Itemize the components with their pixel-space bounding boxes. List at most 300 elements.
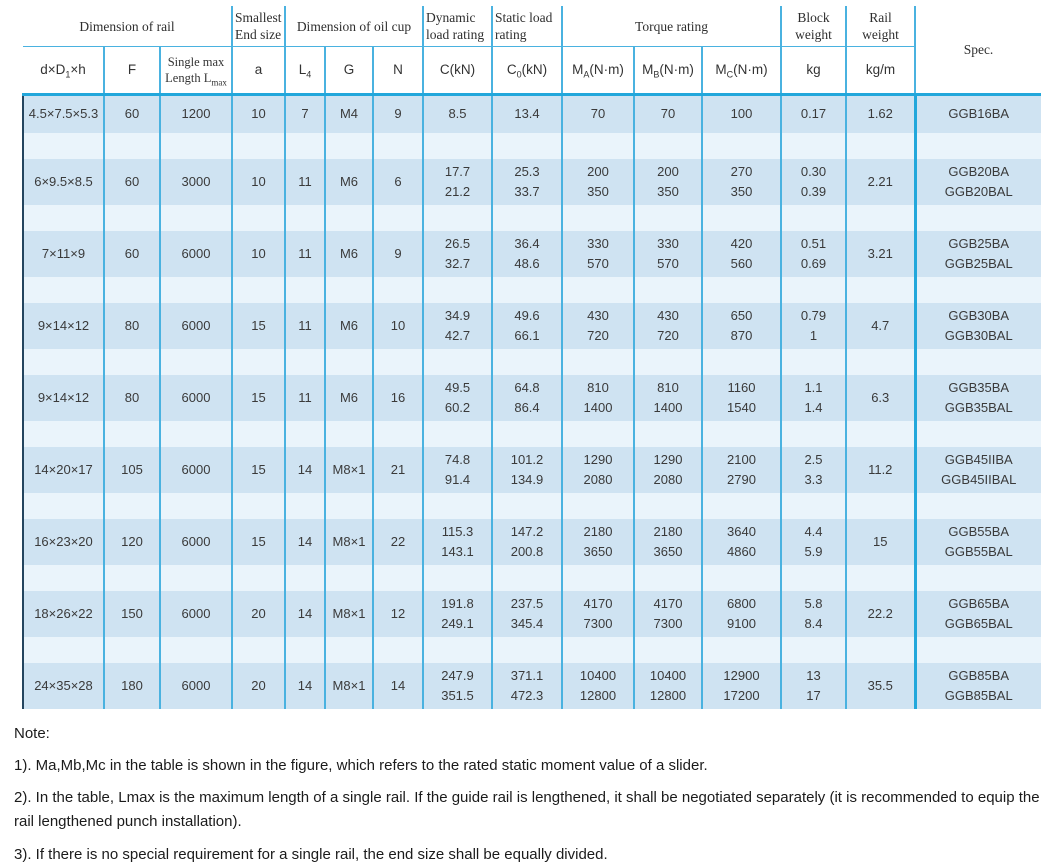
table-cell: 11: [285, 159, 325, 205]
table-cell: 2.5 3.3: [781, 447, 846, 493]
spacer-cell: [23, 637, 104, 663]
spacer-cell: [634, 277, 702, 303]
table-cell: 650 870: [702, 303, 781, 349]
spacer-cell: [562, 421, 634, 447]
spacer-cell: [634, 421, 702, 447]
table-cell: 35.5: [846, 663, 915, 709]
spacer-cell: [232, 421, 285, 447]
table-cell: 3640 4860: [702, 519, 781, 565]
spacer-cell: [232, 565, 285, 591]
table-cell: 6.3: [846, 375, 915, 421]
spacer-cell: [492, 277, 562, 303]
column-group-header: Rail weight: [846, 6, 915, 47]
spacer-cell: [325, 349, 373, 375]
table-cell: 810 1400: [634, 375, 702, 421]
spacer-cell: [781, 565, 846, 591]
table-row: [23, 591, 1041, 637]
table-cell: 1.1 1.4: [781, 375, 846, 421]
table-cell: 9: [373, 95, 423, 133]
table-cell: 1200: [160, 95, 232, 133]
spacer-cell: [702, 349, 781, 375]
spacer-cell: [702, 277, 781, 303]
spacer-cell: [915, 205, 1041, 231]
spacer-cell: [160, 349, 232, 375]
notes-section: [14, 722, 1050, 867]
spacer-cell: [492, 205, 562, 231]
spacer-cell: [781, 349, 846, 375]
spacer-cell: [373, 637, 423, 663]
spacer-cell: [562, 205, 634, 231]
spacer-cell: [232, 133, 285, 159]
spacer-cell: [423, 133, 492, 159]
table-cell: 21: [373, 447, 423, 493]
table-cell: 14: [285, 663, 325, 709]
spacer-cell: [634, 133, 702, 159]
spacer-cell: [702, 133, 781, 159]
table-cell: M4: [325, 95, 373, 133]
table-body: [23, 95, 1041, 709]
table-cell: M6: [325, 231, 373, 277]
spacer-cell: [325, 133, 373, 159]
spacer-row: [23, 205, 1041, 231]
table-cell: 2100 2790: [702, 447, 781, 493]
spacer-cell: [23, 277, 104, 303]
spacer-cell: [160, 205, 232, 231]
column-header: F: [104, 47, 160, 95]
table-cell: 24×35×28: [23, 663, 104, 709]
spacer-cell: [232, 205, 285, 231]
spacer-row: [23, 277, 1041, 303]
spacer-row: [23, 349, 1041, 375]
table-cell: 8.5: [423, 95, 492, 133]
table-cell: 9×14×12: [23, 375, 104, 421]
table-cell: 105: [104, 447, 160, 493]
column-group-header: Dimension of oil cup: [285, 6, 423, 47]
table-cell: 11: [285, 231, 325, 277]
column-group-header: Smallest End size: [232, 6, 285, 47]
table-cell: 11: [285, 375, 325, 421]
table-cell: 200 350: [634, 159, 702, 205]
table-cell: GGB65BA GGB65BAL: [915, 591, 1041, 637]
table-cell: 1290 2080: [562, 447, 634, 493]
spacer-cell: [423, 349, 492, 375]
table-cell: 0.79 1: [781, 303, 846, 349]
spacer-cell: [232, 493, 285, 519]
spacer-cell: [325, 493, 373, 519]
spacer-row: [23, 133, 1041, 159]
table-cell: 100: [702, 95, 781, 133]
spacer-cell: [492, 349, 562, 375]
table-cell: 7: [285, 95, 325, 133]
table-cell: 150: [104, 591, 160, 637]
spacer-cell: [562, 133, 634, 159]
table-cell: 420 560: [702, 231, 781, 277]
spacer-cell: [915, 277, 1041, 303]
spacer-cell: [781, 421, 846, 447]
table-cell: 10400 12800: [634, 663, 702, 709]
table-cell: 430 720: [562, 303, 634, 349]
spacer-cell: [846, 637, 915, 663]
spacer-cell: [285, 133, 325, 159]
table-cell: 6×9.5×8.5: [23, 159, 104, 205]
table-cell: 6: [373, 159, 423, 205]
spacer-cell: [373, 349, 423, 375]
table-cell: 34.9 42.7: [423, 303, 492, 349]
table-cell: 26.5 32.7: [423, 231, 492, 277]
table-cell: GGB30BA GGB30BAL: [915, 303, 1041, 349]
column-group-header: Torque rating: [562, 6, 781, 47]
spacer-cell: [562, 277, 634, 303]
table-cell: 6000: [160, 447, 232, 493]
spacer-cell: [915, 421, 1041, 447]
spacer-cell: [846, 349, 915, 375]
spacer-cell: [23, 205, 104, 231]
spacer-cell: [373, 205, 423, 231]
table-cell: 13.4: [492, 95, 562, 133]
table-cell: 200 350: [562, 159, 634, 205]
table-cell: 2180 3650: [634, 519, 702, 565]
table-cell: 64.8 86.4: [492, 375, 562, 421]
table-cell: 237.5 345.4: [492, 591, 562, 637]
table-cell: 12900 17200: [702, 663, 781, 709]
table-cell: 80: [104, 303, 160, 349]
table-cell: 10400 12800: [562, 663, 634, 709]
group-header-row: [23, 6, 1041, 47]
table-row: [23, 447, 1041, 493]
table-cell: 80: [104, 375, 160, 421]
table-cell: GGB55BA GGB55BAL: [915, 519, 1041, 565]
table-cell: 60: [104, 95, 160, 133]
table-cell: 247.9 351.5: [423, 663, 492, 709]
spacer-cell: [492, 421, 562, 447]
spacer-cell: [846, 133, 915, 159]
spacer-cell: [781, 277, 846, 303]
spacer-cell: [634, 637, 702, 663]
spacer-cell: [492, 565, 562, 591]
spacer-cell: [160, 493, 232, 519]
table-row: [23, 159, 1041, 205]
table-cell: 17.7 21.2: [423, 159, 492, 205]
table-cell: 10: [232, 95, 285, 133]
column-header: a: [232, 47, 285, 95]
spec-table: [22, 6, 1041, 709]
table-cell: 22: [373, 519, 423, 565]
table-cell: 6000: [160, 303, 232, 349]
table-cell: 10: [232, 159, 285, 205]
table-cell: 101.2 134.9: [492, 447, 562, 493]
notes-title: Note:: [14, 724, 50, 742]
spacer-cell: [423, 493, 492, 519]
spacer-cell: [285, 349, 325, 375]
table-cell: 49.5 60.2: [423, 375, 492, 421]
spacer-cell: [634, 565, 702, 591]
sub-header-row: [23, 47, 1041, 95]
spacer-cell: [373, 565, 423, 591]
table-cell: 7×11×9: [23, 231, 104, 277]
spacer-cell: [285, 421, 325, 447]
table-cell: 70: [562, 95, 634, 133]
spacer-cell: [373, 421, 423, 447]
table-cell: 9×14×12: [23, 303, 104, 349]
spacer-cell: [702, 565, 781, 591]
table-cell: 25.3 33.7: [492, 159, 562, 205]
column-header: $M_B(N\cdot m)$: [634, 47, 702, 95]
table-cell: 0.30 0.39: [781, 159, 846, 205]
spacer-cell: [160, 565, 232, 591]
spacer-cell: [423, 637, 492, 663]
table-cell: 2.21: [846, 159, 915, 205]
spacer-cell: [915, 133, 1041, 159]
column-group-header: Dimension of rail: [23, 6, 232, 47]
table-cell: 115.3 143.1: [423, 519, 492, 565]
spacer-cell: [423, 565, 492, 591]
spacer-cell: [104, 493, 160, 519]
spacer-cell: [915, 349, 1041, 375]
spacer-cell: [634, 349, 702, 375]
table-cell: 60: [104, 231, 160, 277]
table-cell: 0.17: [781, 95, 846, 133]
spacer-cell: [423, 205, 492, 231]
table-cell: M8×1: [325, 447, 373, 493]
column-header: kg: [781, 47, 846, 95]
table-row: [23, 375, 1041, 421]
table-cell: M6: [325, 375, 373, 421]
spacer-cell: [492, 637, 562, 663]
table-cell: GGB45IIBA GGB45IIBAL: [915, 447, 1041, 493]
table-cell: GGB35BA GGB35BAL: [915, 375, 1041, 421]
table-cell: GGB20BA GGB20BAL: [915, 159, 1041, 205]
spacer-cell: [325, 565, 373, 591]
table-cell: 20: [232, 663, 285, 709]
table-cell: 6000: [160, 591, 232, 637]
spacer-cell: [232, 637, 285, 663]
table-cell: 49.6 66.1: [492, 303, 562, 349]
table-cell: 60: [104, 159, 160, 205]
column-header: kg/m: [846, 47, 915, 95]
spacer-cell: [423, 277, 492, 303]
table-row: [23, 519, 1041, 565]
note-item: 1). Ma,Mb,Mc in the table is shown in the figure, which refers to the rated static moment value of a slider.: [14, 756, 708, 774]
table-cell: 1290 2080: [634, 447, 702, 493]
table-cell: M8×1: [325, 591, 373, 637]
column-header: N: [373, 47, 423, 95]
table-cell: 4.5×7.5×5.3: [23, 95, 104, 133]
notes-list: [14, 754, 1050, 867]
table-cell: GGB16BA: [915, 95, 1041, 133]
table-cell: 36.4 48.6: [492, 231, 562, 277]
table-cell: 330 570: [562, 231, 634, 277]
table-cell: 70: [634, 95, 702, 133]
spacer-cell: [373, 493, 423, 519]
table-cell: 14×20×17: [23, 447, 104, 493]
table-cell: 0.51 0.69: [781, 231, 846, 277]
spacer-cell: [846, 205, 915, 231]
table-cell: 4170 7300: [562, 591, 634, 637]
spacer-cell: [562, 493, 634, 519]
table-cell: 6800 9100: [702, 591, 781, 637]
table-cell: 1.62: [846, 95, 915, 133]
spacer-cell: [325, 205, 373, 231]
table-header: [23, 6, 1041, 95]
spacer-cell: [702, 637, 781, 663]
table-cell: 18×26×22: [23, 591, 104, 637]
spacer-cell: [232, 277, 285, 303]
table-cell: 180: [104, 663, 160, 709]
spacer-cell: [702, 421, 781, 447]
column-header: $d\times D_1\times h$: [23, 47, 104, 95]
table-cell: 15: [232, 303, 285, 349]
table-cell: 371.1 472.3: [492, 663, 562, 709]
table-row: [23, 663, 1041, 709]
spacer-cell: [104, 277, 160, 303]
spacer-cell: [634, 205, 702, 231]
column-header: G: [325, 47, 373, 95]
spacer-cell: [104, 565, 160, 591]
table-cell: 3000: [160, 159, 232, 205]
spacer-cell: [915, 637, 1041, 663]
table-cell: 6000: [160, 519, 232, 565]
table-cell: 14: [285, 519, 325, 565]
table-cell: 14: [373, 663, 423, 709]
table-cell: 6000: [160, 375, 232, 421]
spacer-cell: [285, 493, 325, 519]
spacer-cell: [702, 205, 781, 231]
spacer-cell: [325, 637, 373, 663]
column-header: $M_C(N\cdot m)$: [702, 47, 781, 95]
table-cell: 15: [232, 375, 285, 421]
table-cell: 3.21: [846, 231, 915, 277]
spacer-cell: [232, 349, 285, 375]
spacer-row: [23, 493, 1041, 519]
spacer-cell: [325, 277, 373, 303]
table-cell: 10: [232, 231, 285, 277]
spacer-cell: [160, 637, 232, 663]
spacer-cell: [160, 133, 232, 159]
spacer-cell: [285, 565, 325, 591]
table-cell: 9: [373, 231, 423, 277]
spacer-cell: [915, 565, 1041, 591]
spacer-cell: [781, 133, 846, 159]
spacer-cell: [562, 637, 634, 663]
column-group-header: Dynamic load rating: [423, 6, 492, 47]
column-header: Single max Length $L_{max}$: [160, 47, 232, 95]
column-header: $M_A(N\cdot m)$: [562, 47, 634, 95]
table-cell: 4170 7300: [634, 591, 702, 637]
spacer-cell: [846, 493, 915, 519]
column-header: $L_4$: [285, 47, 325, 95]
table-cell: 13 17: [781, 663, 846, 709]
table-cell: 12: [373, 591, 423, 637]
spacer-cell: [781, 637, 846, 663]
table-cell: 5.8 8.4: [781, 591, 846, 637]
spacer-cell: [285, 277, 325, 303]
spacer-cell: [160, 421, 232, 447]
note-item: 3). If there is no special requirement for a single rail, the end size shall be equally divided.: [14, 845, 608, 863]
spacer-cell: [562, 565, 634, 591]
table-cell: 22.2: [846, 591, 915, 637]
spacer-cell: [23, 133, 104, 159]
table-row: [23, 231, 1041, 277]
table-cell: M8×1: [325, 519, 373, 565]
column-header: $C_0(kN)$: [492, 47, 562, 95]
spacer-cell: [634, 493, 702, 519]
spec-column-header: Spec.: [915, 6, 1041, 95]
spacer-cell: [104, 421, 160, 447]
table-cell: 11: [285, 303, 325, 349]
table-cell: 147.2 200.8: [492, 519, 562, 565]
spacer-cell: [846, 421, 915, 447]
column-group-header: Block weight: [781, 6, 846, 47]
note-item: 2). In the table, Lmax is the maximum length of a single rail. If the guide rail is lengthened, it shall be negotiated separately (it is recommended to equip the rail lengthened punch installation).: [14, 789, 1040, 831]
spacer-row: [23, 421, 1041, 447]
spacer-cell: [915, 493, 1041, 519]
spacer-cell: [285, 637, 325, 663]
table-cell: 15: [232, 519, 285, 565]
table-cell: 16: [373, 375, 423, 421]
table-cell: M6: [325, 303, 373, 349]
column-group-header: Static load rating: [492, 6, 562, 47]
spacer-cell: [160, 277, 232, 303]
spacer-cell: [781, 205, 846, 231]
table-cell: 330 570: [634, 231, 702, 277]
spacer-cell: [562, 349, 634, 375]
table-cell: M6: [325, 159, 373, 205]
spacer-cell: [23, 565, 104, 591]
spacer-cell: [781, 493, 846, 519]
table-cell: M8×1: [325, 663, 373, 709]
spacer-row: [23, 565, 1041, 591]
table-cell: 4.4 5.9: [781, 519, 846, 565]
table-cell: 15: [846, 519, 915, 565]
spacer-cell: [702, 493, 781, 519]
table-cell: 1160 1540: [702, 375, 781, 421]
spacer-cell: [23, 493, 104, 519]
column-header: C(kN): [423, 47, 492, 95]
spacer-cell: [423, 421, 492, 447]
table-cell: 16×23×20: [23, 519, 104, 565]
spacer-cell: [104, 637, 160, 663]
spacer-cell: [373, 277, 423, 303]
table-cell: 430 720: [634, 303, 702, 349]
spacer-cell: [104, 205, 160, 231]
table-cell: 14: [285, 447, 325, 493]
spacer-cell: [846, 277, 915, 303]
table-cell: 11.2: [846, 447, 915, 493]
table-cell: 14: [285, 591, 325, 637]
table-cell: 2180 3650: [562, 519, 634, 565]
spacer-cell: [846, 565, 915, 591]
table-cell: 270 350: [702, 159, 781, 205]
table-cell: 810 1400: [562, 375, 634, 421]
table-row: [23, 303, 1041, 349]
spacer-cell: [492, 133, 562, 159]
spacer-cell: [104, 349, 160, 375]
table-cell: 6000: [160, 231, 232, 277]
table-row: [23, 95, 1041, 133]
table-cell: 4.7: [846, 303, 915, 349]
table-cell: 10: [373, 303, 423, 349]
table-cell: 15: [232, 447, 285, 493]
spacer-cell: [325, 421, 373, 447]
spacer-cell: [23, 421, 104, 447]
table-cell: GGB25BA GGB25BAL: [915, 231, 1041, 277]
table-cell: 74.8 91.4: [423, 447, 492, 493]
table-cell: 120: [104, 519, 160, 565]
spacer-cell: [373, 133, 423, 159]
table-cell: 191.8 249.1: [423, 591, 492, 637]
table-cell: 6000: [160, 663, 232, 709]
table-cell: GGB85BA GGB85BAL: [915, 663, 1041, 709]
